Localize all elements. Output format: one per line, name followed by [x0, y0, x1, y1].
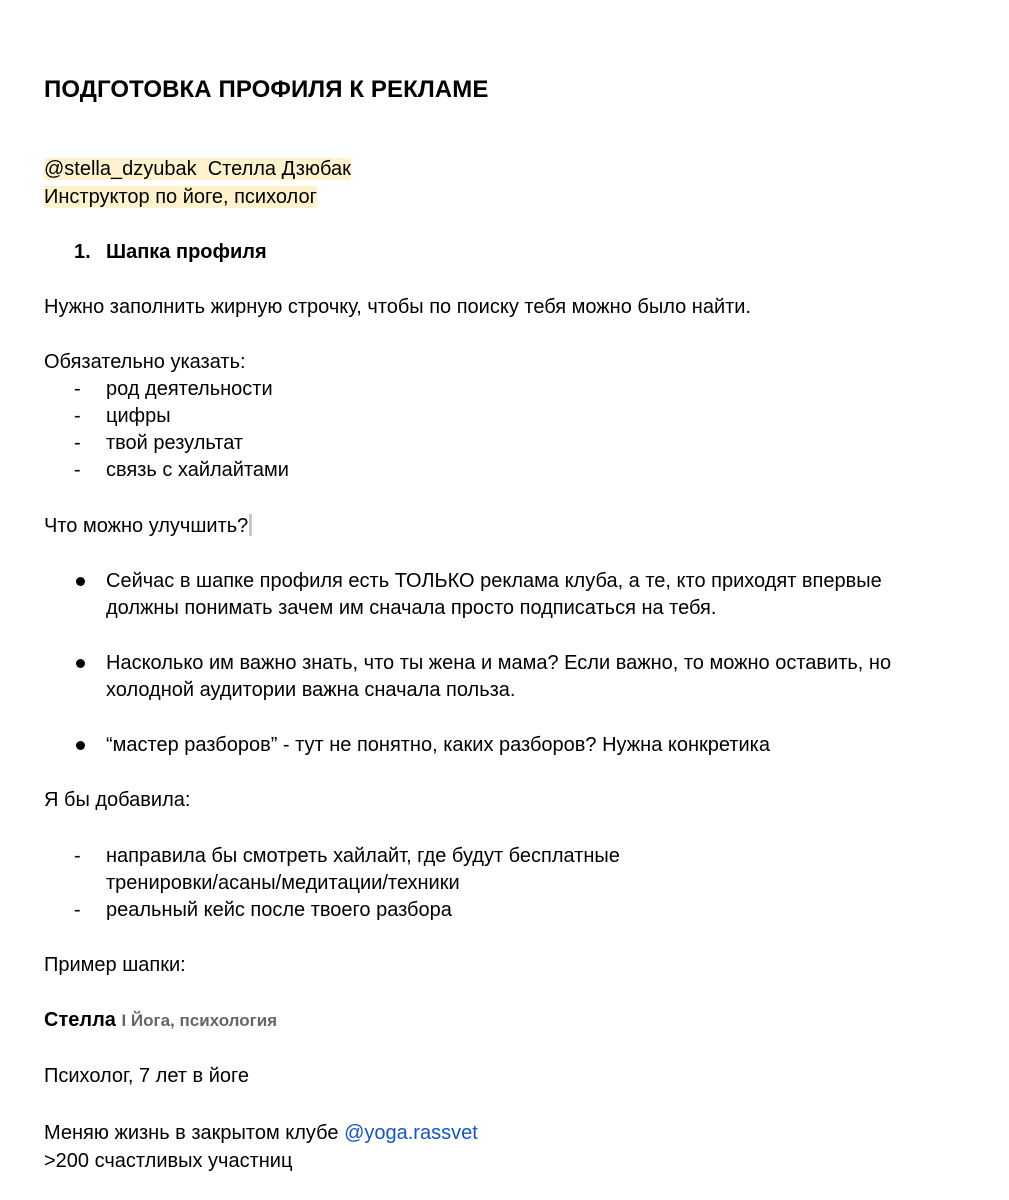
bullet-line: должны понимать зачем им сначала просто подписаться на тебя. — [106, 597, 717, 619]
list-dash: - — [74, 378, 81, 400]
must-label: Обязательно указать: — [44, 351, 246, 373]
bullet-line: холодной аудитории важна сначала польза. — [106, 679, 516, 701]
improve-label-line — [44, 513, 252, 540]
list-item: твой результат — [106, 432, 244, 454]
list-item-continued: тренировки/асаны/медитации/техники — [106, 872, 460, 894]
section-number: 1. — [74, 241, 91, 263]
profile-handle: @stella_dzyubak — [44, 158, 197, 180]
list-item: цифры — [106, 405, 171, 427]
example-club-text: Меняю жизнь в закрытом клубе — [44, 1122, 339, 1144]
list-dash: - — [74, 459, 81, 481]
add-label: Я бы добавила: — [44, 789, 191, 811]
profile-role-line — [44, 184, 317, 211]
profile-name: Стелла Дзюбак — [207, 158, 351, 180]
improve-label: Что можно улучшить? — [44, 515, 249, 537]
document-title: ПОДГОТОВКА ПРОФИЛЯ К РЕКЛАМЕ — [44, 76, 489, 103]
intro-text: Нужно заполнить жирную строчку, чтобы по поиску тебя можно было найти. — [44, 296, 752, 318]
bullet-dot — [76, 741, 85, 750]
list-item: род деятельности — [106, 378, 273, 400]
bullet-line: “мастер разборов” - тут не понятно, каких разборов? Нужна конкретика — [106, 734, 770, 756]
bullet-dot — [76, 577, 85, 586]
example-club-line — [44, 1120, 478, 1147]
profile-role: Инструктор по йоге, психолог — [44, 186, 317, 208]
list-item: реальный кейс после твоего разбора — [106, 899, 452, 921]
profile-line — [44, 156, 351, 183]
list-item: связь с хайлайтами — [106, 459, 289, 481]
section-heading: Шапка профиля — [106, 241, 267, 263]
bullet-line: Сейчас в шапке профиля есть ТОЛЬКО реклама клуба, а те, кто приходят впервые — [106, 570, 882, 592]
list-dash: - — [74, 405, 81, 427]
bullet-dot — [76, 659, 85, 668]
list-dash: - — [74, 899, 81, 921]
example-name-line — [44, 1007, 277, 1034]
example-members: >200 счастливых участниц — [44, 1150, 293, 1172]
example-subtitle: I Йога, психология — [121, 1011, 278, 1030]
example-label: Пример шапки: — [44, 954, 186, 976]
list-dash: - — [74, 432, 81, 454]
club-link[interactable]: @yoga.rassvet — [344, 1122, 478, 1144]
example-name: Стелла — [44, 1009, 116, 1031]
example-bio: Психолог, 7 лет в йоге — [44, 1065, 249, 1087]
list-item: направила бы смотреть хайлайт, где будут бесплатные — [106, 845, 620, 867]
list-dash: - — [74, 845, 81, 867]
text-cursor — [249, 514, 252, 536]
bullet-line: Насколько им важно знать, что ты жена и мама? Если важно, то можно оставить, но — [106, 652, 892, 674]
